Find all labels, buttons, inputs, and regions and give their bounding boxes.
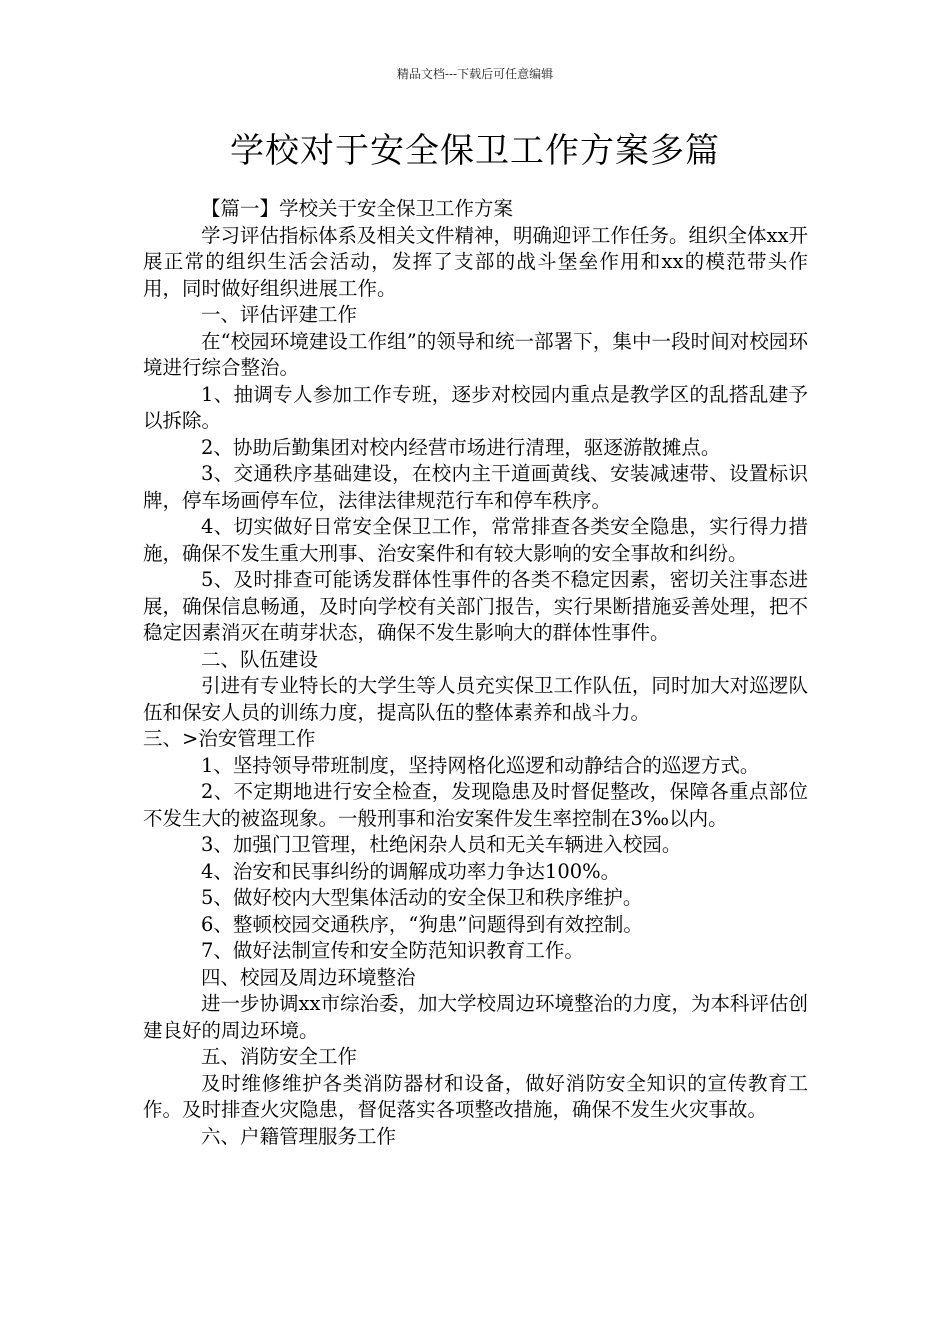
paragraph: 在“校园环境建设工作组”的领导和统一部署下，集中一段时间对校园环境进行综合整治。 [143,329,808,379]
paragraph: 进一步协调xx市综治委，加大学校周边环境整治的力度，为本科评估创建良好的周边环境。 [143,992,808,1042]
paragraph: 一、评估评建工作 [201,303,358,326]
paragraph: 7、做好法制宣传和安全防范知识教育工作。 [201,939,584,962]
paragraph: 3、加强门卫管理，杜绝闲杂人员和无关车辆进入校园。 [201,833,682,856]
page-header: 精品文档---下载后可任意编辑 [396,67,554,81]
paragraph: 三、>治安管理工作 [143,727,316,750]
paragraph: 六、户籍管理服务工作 [201,1124,397,1148]
paragraph: 1、抽调专人参加工作专班，逐步对校园内重点是教学区的乱搭乱建予以拆除。 [143,382,808,432]
paragraph: 4、治安和民事纠纷的调解成功率力争达100%。 [201,859,621,883]
paragraph: 6、整顿校园交通秩序，“狗患”问题得到有效控制。 [201,912,643,936]
document-body [143,196,808,1150]
paragraph: 1、坚持领导带班制度，坚持网格化巡逻和动静结合的巡逻方式。 [201,753,760,777]
paragraph: 五、消防安全工作 [201,1045,358,1068]
paragraph: 3、交通秩序基础建设，在校内主干道画黄线、安装减速带、设置标识牌，停车场画停车位，法律法律规范行车和停车秩序。 [143,462,808,512]
paragraph: 学习评估指标体系及相关文件精神，明确迎评工作任务。组织全体xx开展正常的组织生活会活动，发挥了支部的战斗堡垒作用和xx的模范带头作用，同时做好组织进展工作。 [143,223,808,300]
paragraph: 2、协助后勤集团对校内经营市场进行清理，驱逐游散摊点。 [201,435,721,459]
paragraph: 5、做好校内大型集体活动的安全保卫和秩序维护。 [201,886,643,909]
paragraph: 引进有专业特长的大学生等人员充实保卫工作队伍，同时加大对巡逻队伍和保安人员的训练力度，提高队伍的整体素养和战斗力。 [143,674,808,724]
paragraph: 四、校园及周边环境整治 [201,965,416,989]
paragraph: 2、不定期地进行安全检查，发现隐患及时督促整改，保障各重点部位不发生大的被盗现象。一般刑事和治安案件发生率控制在3‰以内。 [143,780,808,830]
document-title: 学校对于安全保卫工作方案多篇 [230,131,720,171]
paragraph: 4、切实做好日常安全保卫工作，常常排查各类安全隐患，实行得力措施，确保不发生重大刑事、治安案件和有较大影响的安全事故和纠纷。 [143,515,808,565]
paragraph: 5、及时排查可能诱发群体性事件的各类不稳定因素，密切关注事态进展，确保信息畅通，及时向学校有关部门报告，实行果断措施妥善处理，把不稳定因素消灭在萌芽状态，确保不发生影响大的群体性事件。 [143,568,808,644]
paragraph: 【篇一】学校关于安全保卫工作方案 [201,197,514,220]
paragraph: 二、队伍建设 [201,647,319,671]
paragraph: 及时维修维护各类消防器材和设备，做好消防安全知识的宣传教育工作。及时排查火灾隐患，督促落实各项整改措施，确保不发生火灾事故。 [143,1071,808,1121]
